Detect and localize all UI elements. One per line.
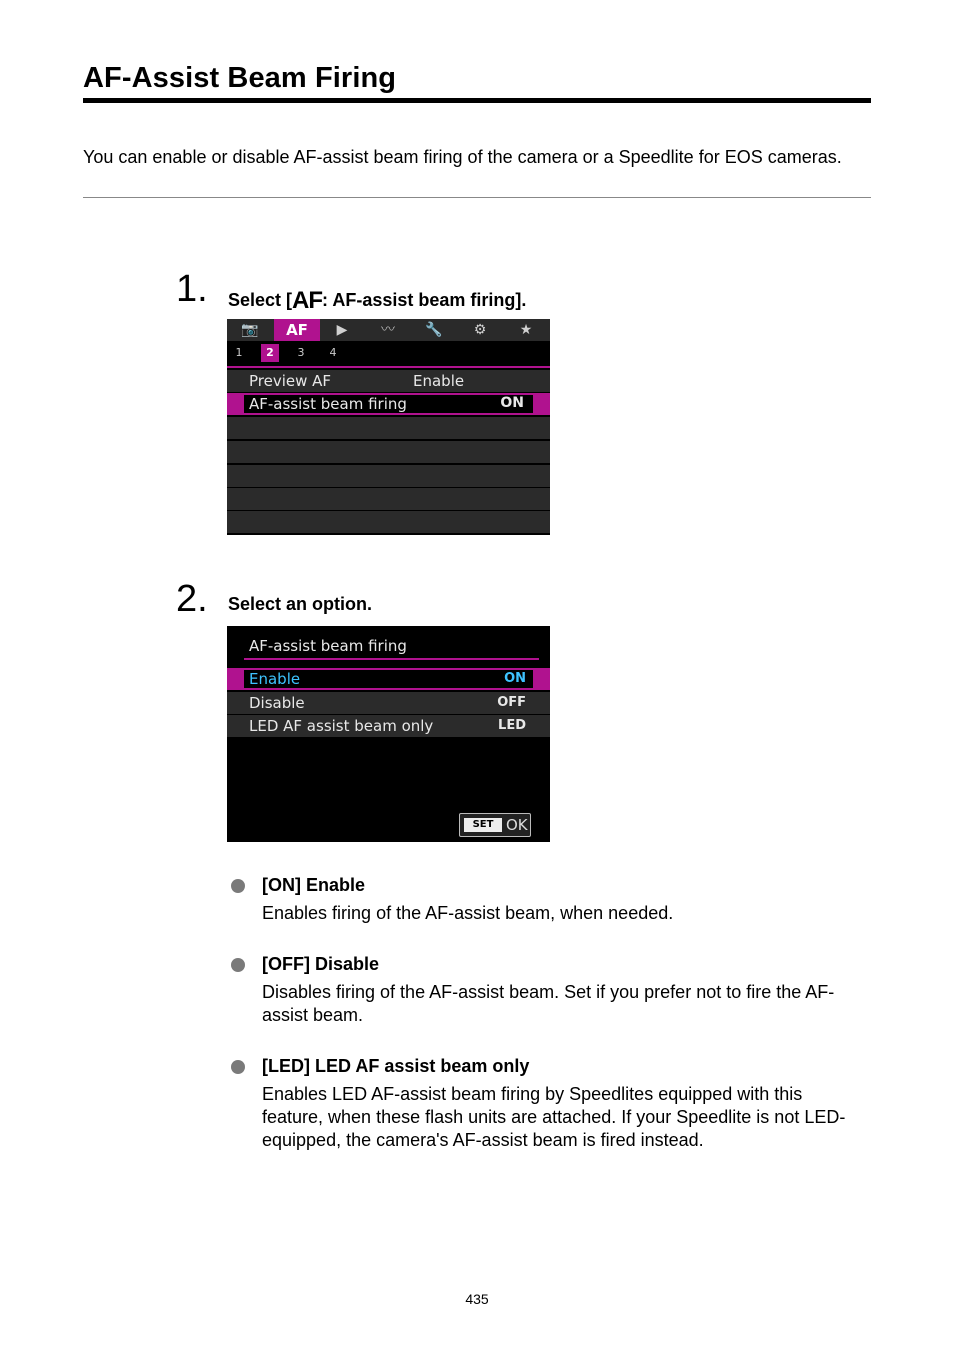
bullet-icon xyxy=(231,958,245,972)
option-value: ON xyxy=(504,671,526,686)
bullet-icon xyxy=(231,879,245,893)
title-underline xyxy=(244,658,539,660)
set-ok-button[interactable] xyxy=(459,813,531,837)
menu-tab-bar xyxy=(227,319,550,341)
subtab-3[interactable]: 3 xyxy=(297,346,305,359)
ok-label: OK xyxy=(506,816,528,834)
intro-text: You can enable or disable AF-assist beam firing of the camera or a Speedlite for EOS cameras. xyxy=(83,147,842,167)
step-1-prefix: Select [ xyxy=(228,290,293,310)
wireless-tab-icon[interactable]: 〰 xyxy=(381,322,395,338)
option-value: LED xyxy=(498,718,526,733)
option-led-title: [LED] LED AF assist beam only xyxy=(262,1056,530,1076)
menu-row-label: Preview AF xyxy=(249,372,332,390)
menu-row-empty xyxy=(227,511,550,533)
step-1-text xyxy=(228,287,526,315)
setup-tab-icon[interactable]: 🔧 xyxy=(425,322,443,338)
af-menu-icon: AF xyxy=(292,287,323,314)
option-label: LED AF assist beam only xyxy=(249,717,434,735)
option-led-only[interactable] xyxy=(227,715,550,737)
option-disable[interactable] xyxy=(227,692,550,714)
title-rule xyxy=(83,98,871,103)
step-1-suffix: : AF-assist beam firing]. xyxy=(322,290,527,310)
shooting-tab-icon[interactable]: 📷 xyxy=(241,322,259,338)
camera-menu-screen xyxy=(227,319,550,535)
option-value: OFF xyxy=(497,695,526,710)
camera-option-screen xyxy=(227,626,550,842)
option-label: Disable xyxy=(249,694,305,712)
step-1-number: 1. xyxy=(176,268,208,310)
option-led-desc: Enables LED AF-assist beam firing by Speedlites equipped with this feature, when these flash units are attached. If your Speedlite is not LED-equipped, the camera's AF-assist beam is fired instead. xyxy=(262,1084,846,1150)
custom-functions-tab-icon[interactable]: ⚙ xyxy=(473,322,487,338)
subtab-2[interactable]: 2 xyxy=(261,344,279,362)
option-off-desc: Disables firing of the AF-assist beam. Set if you prefer not to fire the AF-assist beam. xyxy=(262,982,835,1025)
menu-row-empty xyxy=(227,417,550,439)
set-key-icon: SET xyxy=(464,818,502,832)
option-on-title: [ON] Enable xyxy=(262,875,366,895)
option-screen-title: AF-assist beam firing xyxy=(249,637,407,655)
menu-row-value: ON xyxy=(500,395,524,411)
intro-rule xyxy=(83,197,871,198)
page-number: 435 xyxy=(465,1291,489,1307)
subtab-4[interactable]: 4 xyxy=(329,346,337,359)
option-label: Enable xyxy=(249,670,301,688)
menu-row-preview-af[interactable] xyxy=(227,370,550,392)
af-tab[interactable]: AF xyxy=(274,319,320,341)
page-title: AF-Assist Beam Firing xyxy=(83,62,397,94)
menu-subtab-bar xyxy=(227,341,550,368)
menu-row-empty xyxy=(227,465,550,487)
subtab-1[interactable]: 1 xyxy=(235,346,243,359)
my-menu-tab-icon[interactable]: ★ xyxy=(519,322,533,338)
option-on-desc: Enables firing of the AF-assist beam, when needed. xyxy=(262,903,674,923)
step-2-text: Select an option. xyxy=(228,594,373,614)
menu-row-af-assist-beam-firing[interactable] xyxy=(227,393,550,415)
menu-row-empty xyxy=(227,488,550,510)
menu-row-value: Enable xyxy=(413,372,465,390)
option-off-title: [OFF] Disable xyxy=(262,954,380,974)
bullet-icon xyxy=(231,1060,245,1074)
playback-tab-icon[interactable]: ▶ xyxy=(336,322,348,338)
menu-row-empty xyxy=(227,441,550,463)
menu-row-label: AF-assist beam firing xyxy=(249,395,407,413)
step-2-number: 2. xyxy=(176,578,208,620)
option-enable[interactable] xyxy=(227,668,550,690)
